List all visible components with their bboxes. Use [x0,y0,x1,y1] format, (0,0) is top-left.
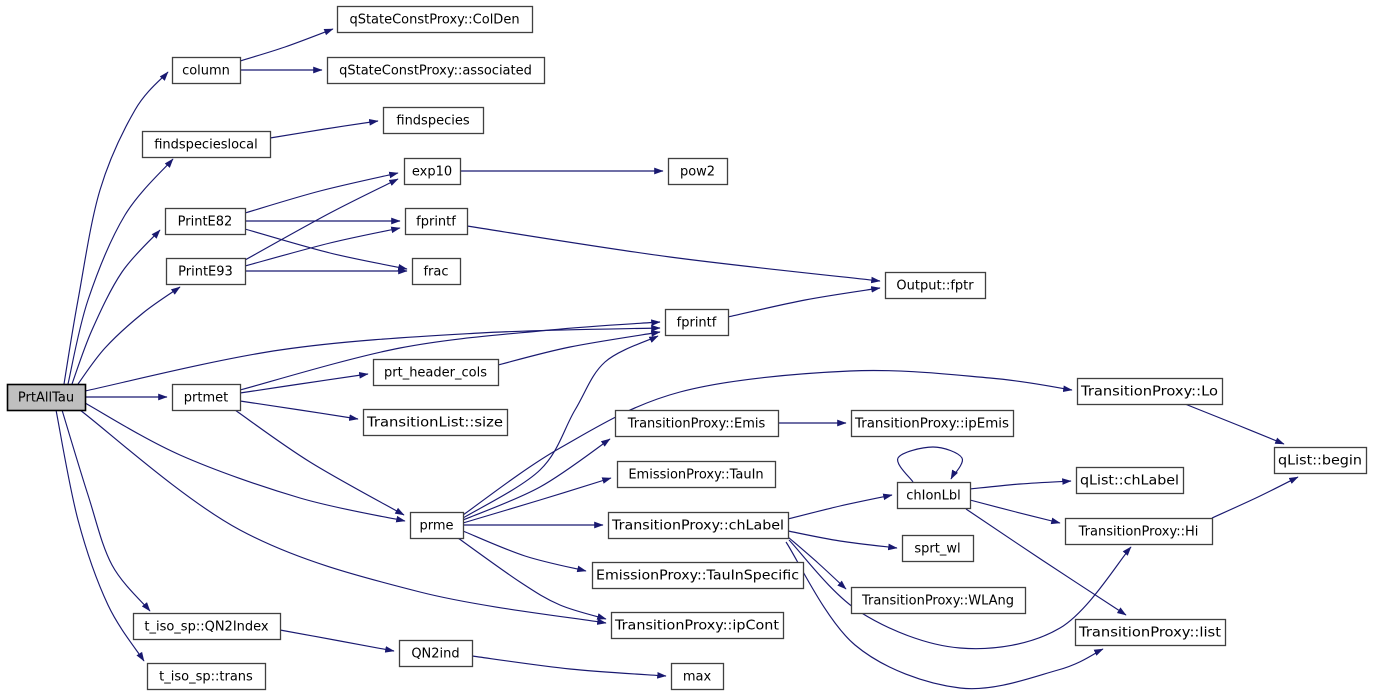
node-label: TransitionList::size [365,415,503,431]
edge-prtmet-to-prt_header_cols [240,374,368,393]
node-findspecieslocal[interactable] [143,132,271,158]
edge-prt_header_cols-to-fprintf_2 [498,332,660,365]
edge-t_iso_sp_QN2Index-to-QN2ind [280,630,394,651]
node-exp10[interactable] [405,159,461,185]
edge-fprintf_1-to-Output_fptr [467,226,880,281]
edge-fprintf_2-to-Output_fptr [728,288,880,317]
edge-PrtAllTau-to-fprintf_2 [85,328,660,391]
edge-chIonLbl-to-chIonLbl [898,447,963,482]
node-fprintf_1[interactable] [406,209,468,235]
edge-prme-to-EmissionProxy_TauInSpecific [463,531,586,571]
node-label: frac [423,264,449,280]
node-PrintE93[interactable] [167,259,246,285]
node-fprintf_2[interactable] [666,310,729,336]
node-prtmet[interactable] [173,385,241,411]
node-label: PrintE93 [178,264,233,280]
node-label: TransitionProxy::Hi [1078,524,1199,540]
node-sprt_wl[interactable] [903,536,974,562]
edge-TransitionProxy_chLabel-to-chIonLbl [788,495,892,519]
edge-prtmet-to-TransitionList_size [240,401,358,419]
node-label: max [682,669,712,685]
edge-QN2ind-to-max [472,656,666,676]
node-label: qStateConstProxy::ColDen [349,12,520,28]
node-TransitionProxy_Lo[interactable] [1078,379,1223,405]
node-TransitionProxy_ipCont[interactable] [612,613,784,639]
node-chIonLbl[interactable] [898,483,971,509]
node-label: qStateConstProxy::associated [339,63,532,79]
node-max[interactable] [672,664,724,690]
node-frac[interactable] [413,259,461,285]
node-label: t_iso_sp::trans [159,669,253,685]
node-pow2[interactable] [669,159,728,185]
node-qList_begin[interactable] [1275,448,1367,474]
edge-prme-to-TransitionProxy_Lo [463,370,1072,515]
node-TransitionProxy_Hi[interactable] [1066,519,1213,545]
edge-PrtAllTau-to-PrintE93 [78,287,180,384]
node-label: PrtAllTau [17,390,75,406]
edge-PrtAllTau-to-TransitionProxy_ipCont [80,410,606,623]
edge-chIonLbl-to-TransitionProxy_Hi [970,500,1060,523]
node-qStateConstProxy_ColDen[interactable] [338,7,533,33]
edge-PrtAllTau-to-prme [85,403,405,521]
node-label: TransitionProxy::WLAng [861,593,1015,609]
node-label: EmissionProxy::TauIn [628,467,764,483]
node-t_iso_sp_QN2Index[interactable] [134,614,281,640]
node-column[interactable] [173,58,241,84]
node-label: qList::begin [1278,453,1362,469]
edge-findspecieslocal-to-findspecies [270,121,378,138]
edge-PrintE82-to-exp10 [245,173,398,213]
node-findspecies[interactable] [384,108,484,134]
edge-prme-to-TransitionProxy_Emis [463,439,610,520]
node-t_iso_sp_trans[interactable] [148,664,266,690]
node-EmissionProxy_TauIn[interactable] [618,462,776,488]
node-prt_header_cols[interactable] [374,360,499,386]
node-qStateConstProxy_associated[interactable] [328,58,545,84]
edge-TransitionProxy_Lo-to-qList_begin [1185,404,1284,444]
edge-TransitionProxy_chLabel-to-sprt_wl [788,531,897,548]
node-label: chIonLbl [906,488,961,504]
node-label: sprt_wl [914,541,961,557]
node-label: TransitionProxy::Lo [1079,384,1219,400]
node-label: PrintE82 [177,214,233,230]
node-label: findspecieslocal [154,137,258,153]
node-TransitionProxy_WLAng[interactable] [852,588,1026,614]
node-label: TransitionProxy::Emis [627,416,766,432]
node-Output_fptr[interactable] [886,273,986,299]
node-label: column [182,63,230,79]
node-label: pow2 [679,164,716,180]
node-label: prt_header_cols [384,365,487,381]
node-label: exp10 [411,164,453,180]
node-label: Output::fptr [896,278,974,294]
node-label: prme [419,518,454,534]
node-PrintE82[interactable] [166,209,246,235]
edge-chIonLbl-to-qList_chLabel [970,481,1071,489]
node-TransitionProxy_chLabel[interactable] [609,513,789,539]
node-label: TransitionProxy::ipEmis [853,416,1010,432]
node-label: t_iso_sp::QN2Index [144,619,269,635]
node-label: EmissionProxy::TauInSpecific [596,568,799,584]
node-TransitionProxy_Emis[interactable] [616,411,779,437]
node-TransitionProxy_ipEmis[interactable] [852,411,1014,437]
node-label: TransitionProxy::chLabel [610,518,784,534]
node-PrtAllTau[interactable] [8,385,86,411]
node-label: QN2ind [411,646,460,662]
node-label: fprintf [676,315,717,331]
edge-prme-to-EmissionProxy_TauIn [463,478,611,523]
node-QN2ind[interactable] [400,641,473,667]
edge-PrintE82-to-frac [245,229,407,269]
node-label: prtmet [183,390,229,406]
edge-TransitionProxy_chLabel-to-TransitionProxy_list [786,542,1103,689]
node-qList_chLabel[interactable] [1077,468,1184,494]
node-TransitionProxy_list[interactable] [1076,620,1226,646]
node-EmissionProxy_TauInSpecific[interactable] [593,563,804,589]
edge-prme-to-TransitionProxy_ipCont [458,538,606,619]
node-label: findspecies [396,113,470,129]
edge-column-to-qStateConstProxy_ColDen [240,29,333,61]
node-prme[interactable] [411,513,464,539]
node-TransitionList_size[interactable] [364,410,508,436]
node-label: TransitionProxy::list [1077,625,1221,641]
node-label: TransitionProxy::ipCont [613,618,779,634]
edge-TransitionProxy_Hi-to-qList_begin [1212,477,1298,518]
node-label: fprintf [416,214,456,230]
node-label: qList::chLabel [1080,473,1179,489]
